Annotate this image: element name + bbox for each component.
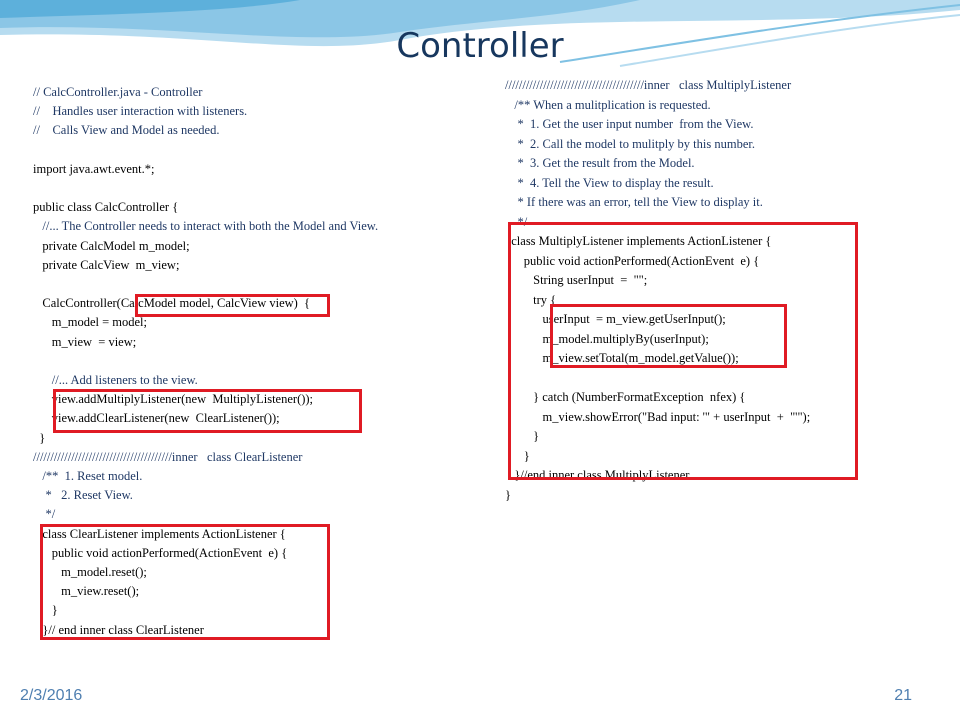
code-line: /** When a mulitplication is requested.	[505, 97, 711, 112]
code-line: public class CalcController {	[33, 200, 179, 215]
highlight-clear-listener-class	[40, 524, 330, 640]
code-line: try {	[505, 292, 557, 307]
code-line: userInput = m_view.getUserInput();	[505, 312, 726, 326]
code-line: }//end inner class MultiplyListener	[505, 468, 690, 482]
code-line: * 3. Get the result from the Model.	[505, 156, 695, 170]
code-line: }	[33, 603, 58, 618]
code-line: /** 1. Reset model.	[33, 469, 143, 483]
code-line: view.addMultiplyListener(new MultiplyListener());	[33, 392, 314, 407]
highlight-add-listeners	[53, 389, 362, 433]
highlight-constructor-params	[135, 294, 330, 317]
code-line: class MultiplyListener implements ActionListener {	[505, 234, 772, 248]
code-line: // CalcController.java - Controller	[33, 85, 203, 99]
code-line: private CalcView m_view;	[33, 257, 180, 272]
code-line: private CalcModel m_model;	[33, 238, 190, 253]
code-line: * 4. Tell the View to display the result.	[505, 175, 714, 190]
code-line: m_view.showError("Bad input: '" + userInput + "'");	[505, 409, 811, 424]
code-line: m_view.reset();	[33, 584, 140, 599]
code-line: } catch (NumberFormatException nfex) {	[505, 390, 746, 404]
code-line: String userInput = "";	[505, 273, 648, 287]
code-line: * 1. Get the user input number from the View.	[505, 117, 754, 131]
code-line: CalcController(CalcModel model, CalcView view) {	[33, 296, 311, 311]
code-line: }	[505, 487, 511, 502]
code-line: ////////////////////////////////////////inner class MultiplyListener	[505, 78, 792, 92]
code-line: view.addClearListener(new ClearListener());	[33, 411, 280, 426]
code-line: * If there was an error, tell the View to display it.	[505, 195, 763, 209]
code-line: * 2. Call the model to mulitply by this number.	[505, 136, 755, 151]
code-line: */	[505, 214, 528, 229]
code-line: // Handles user interaction with listeners.	[33, 104, 248, 119]
code-line: m_view.setTotal(m_model.getValue());	[505, 351, 739, 365]
highlight-try-block	[550, 304, 787, 368]
code-line: public void actionPerformed(ActionEvent e) {	[33, 545, 288, 560]
code-line: }// end inner class ClearListener	[33, 622, 204, 637]
code-line: m_model.reset();	[33, 565, 147, 579]
code-line: //... The Controller needs to interact with both the Model and View.	[33, 219, 379, 234]
code-line: public void actionPerformed(ActionEvent e) {	[505, 253, 760, 268]
code-line: class ClearListener implements ActionListener {	[33, 526, 286, 541]
code-line: // Calls View and Model as needed.	[33, 123, 220, 138]
code-line: m_model.multiplyBy(userInput);	[505, 331, 709, 346]
code-line: m_view = view;	[33, 334, 137, 349]
slide-number: 21	[894, 687, 912, 704]
code-line: }	[505, 429, 540, 443]
code-line: m_model = model;	[33, 315, 147, 330]
code-line: ////////////////////////////////////////inner class ClearListener	[33, 449, 303, 464]
code-line: * 2. Reset View.	[33, 488, 133, 503]
code-line: */	[33, 507, 56, 522]
slide-date: 2/3/2016	[20, 687, 83, 704]
code-line: //... Add listeners to the view.	[33, 373, 198, 387]
code-line: }	[505, 448, 530, 463]
code-line: import java.awt.event.*;	[33, 161, 155, 176]
code-line: }	[33, 430, 46, 445]
slide-title: Controller	[396, 26, 564, 66]
